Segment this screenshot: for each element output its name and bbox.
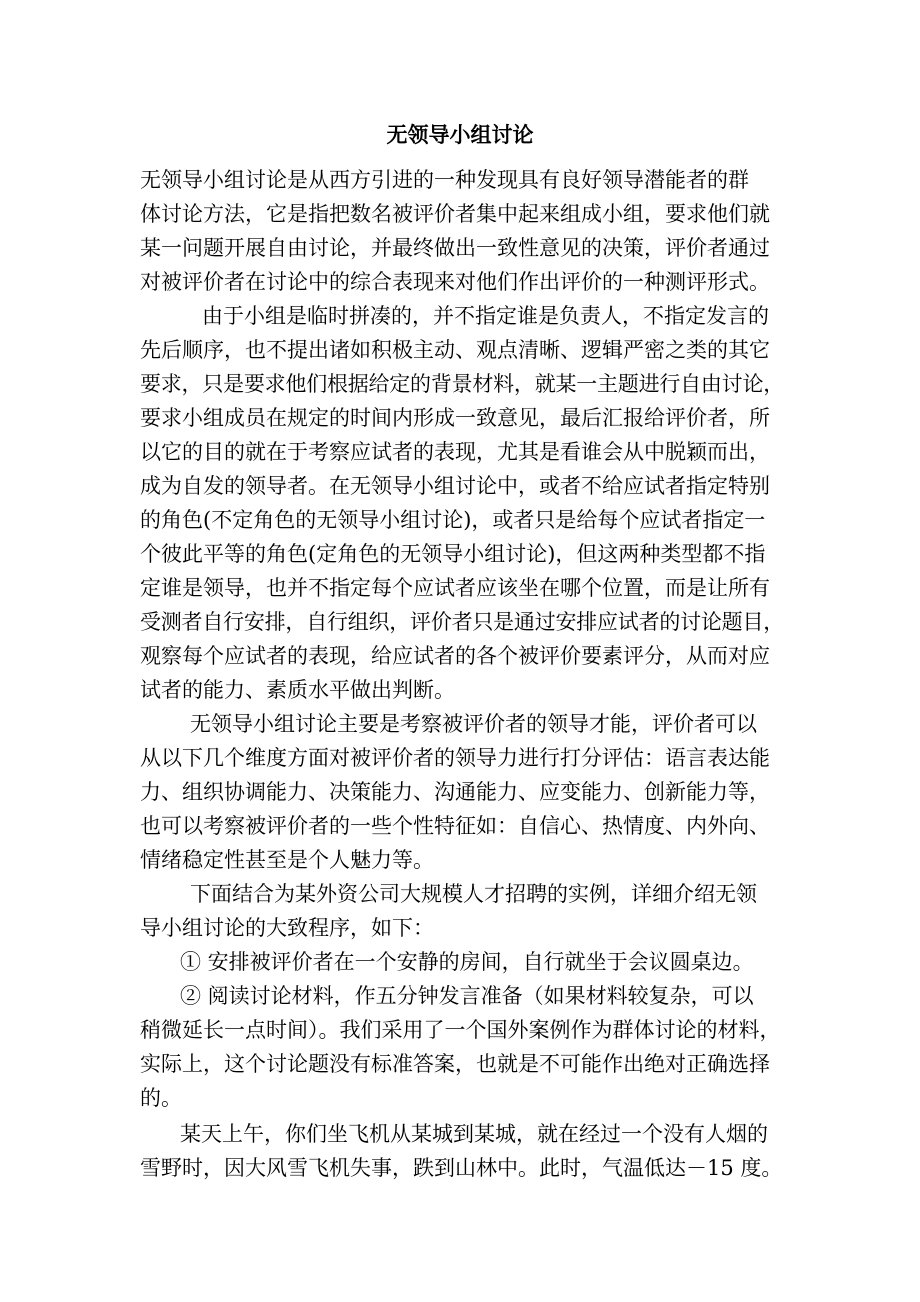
paragraph-line: 实际上，这个讨论题没有标准答案，也就是不可能作出绝对正确选择 [140, 1052, 770, 1076]
paragraph-line: 受测者自行安排，自行组织，评价者只是通过安排应试者的讨论题目， [140, 610, 784, 634]
paragraph-line: 要求，只是要求他们根据给定的背景材料，就某一主题进行自由讨论， [140, 372, 784, 396]
paragraph-line: 无领导小组讨论主要是考察被评价者的领导才能，评价者可以 [190, 712, 757, 736]
paragraph-line: 某天上午，你们坐飞机从某城到某城，就在经过一个没有人烟的 [180, 1122, 768, 1146]
paragraph-line: 定谁是领导，也并不指定每个应试者应该坐在哪个位置，而是让所有 [140, 576, 770, 600]
paragraph-line: 要求小组成员在规定的时间内形成一致意见，最后汇报给评价者，所 [140, 406, 770, 430]
paragraph-line: 的。 [140, 1086, 182, 1110]
paragraph-line: 导小组讨论的大致程序，如下： [140, 916, 434, 940]
list-item: ② 阅读讨论材料，作五分钟发言准备（如果材料较复杂，可以 [180, 984, 754, 1008]
paragraph-line: 的角色(不定角色的无领导小组讨论)，或者只是给每个应试者指定一 [140, 508, 766, 532]
paragraph-line: 成为自发的领导者。在无领导小组讨论中，或者不给应试者指定特别 [140, 474, 770, 498]
paragraph-line: 下面结合为某外资公司大规模人才招聘的实例，详细介绍无领 [190, 882, 757, 906]
paragraph-line: 某一问题开展自由讨论，并最终做出一致性意见的决策，评价者通过 [140, 236, 770, 260]
paragraph-line: 个彼此平等的角色(定角色的无领导小组讨论)，但这两种类型都不指 [140, 542, 766, 566]
paragraph-line: 稍微延长一点时间）。我们采用了一个国外案例作为群体讨论的材料， [140, 1018, 781, 1042]
paragraph-line: 情绪稳定性甚至是个人魅力等。 [140, 848, 434, 872]
paragraph-line: 对被评价者在讨论中的综合表现来对他们作出评价的一种测评形式。 [140, 270, 770, 294]
paragraph-line: 由于小组是临时拼凑的，并不指定谁是负责人，不指定发言的 [202, 304, 769, 328]
document-title: 无领导小组讨论 [386, 122, 534, 147]
paragraph-line: 试者的能力、素质水平做出判断。 [140, 678, 455, 702]
paragraph-line: 也可以考察被评价者的一些个性特征如：自信心、热情度、内外向、 [140, 814, 770, 838]
paragraph-line: 从以下几个维度方面对被评价者的领导力进行打分评估：语言表达能 [140, 746, 770, 770]
paragraph-line: 雪野时，因大风雪飞机失事，跌到山林中。此时，气温低达－15 度。 [140, 1156, 783, 1180]
paragraph-line: 观察每个应试者的表现，给应试者的各个被评价要素评分，从而对应 [140, 644, 770, 668]
paragraph-line: 力、组织协调能力、决策能力、沟通能力、应变能力、创新能力等， [140, 780, 770, 804]
paragraph-line: 体讨论方法，它是指把数名被评价者集中起来组成小组，要求他们就 [140, 202, 770, 226]
paragraph-line: 先后顺序，也不提出诸如积极主动、观点清晰、逻辑严密之类的其它 [140, 338, 770, 362]
list-item: ① 安排被评价者在一个安静的房间，自行就坐于会议圆桌边。 [180, 950, 754, 974]
paragraph-line: 以它的目的就在于考察应试者的表现，尤其是看谁会从中脱颖而出， [140, 440, 770, 464]
paragraph-line: 无领导小组讨论是从西方引进的一种发现具有良好领导潜能者的群 [140, 168, 749, 192]
